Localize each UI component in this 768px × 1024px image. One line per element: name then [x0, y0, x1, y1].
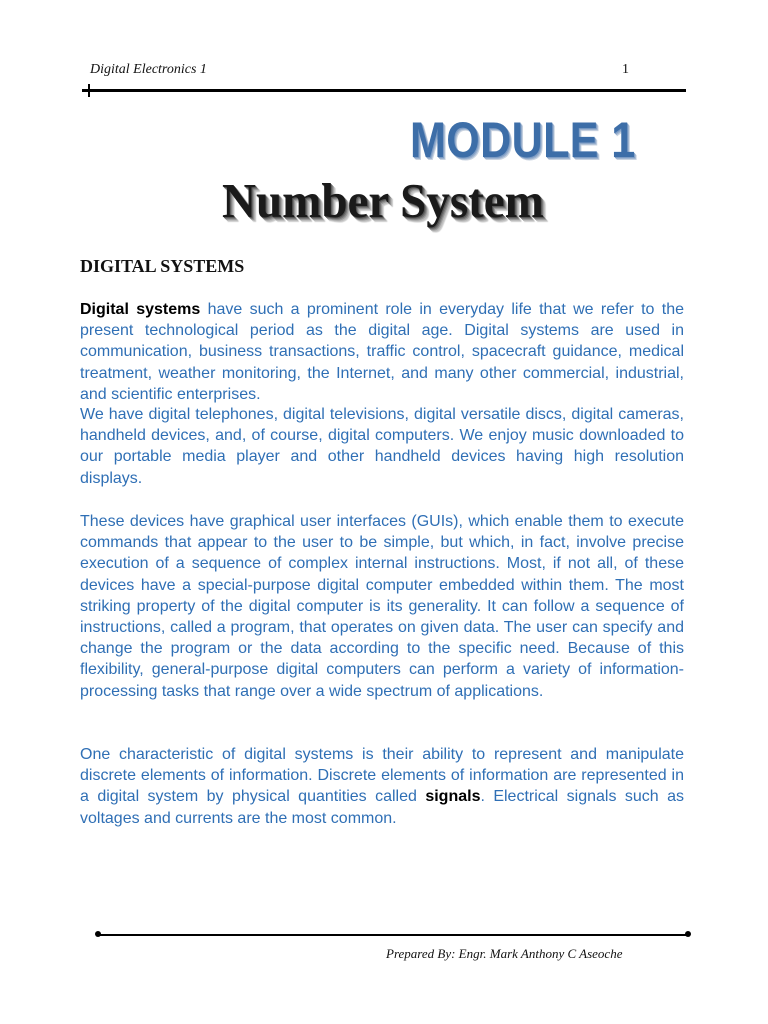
footer-divider: [98, 934, 688, 936]
paragraph-signals-text-a: One characteristic of digital systems is their ability to represent and manipulate discrete elements of information. Discrete elements of information are represented in a digital system by physical quantities called: [80, 746, 684, 806]
paragraph-intro: [80, 299, 684, 405]
paragraph-devices-text: We have digital telephones, digital televisions, digital versatile discs, digital cameras, handheld devices, and, of course, digital computers. We enjoy music downloaded to our portable media player and other handheld devices having high resolution displays.: [80, 406, 684, 487]
term-digital-systems: Digital systems: [80, 301, 201, 318]
term-signals: signals: [425, 788, 481, 806]
paragraph-signals: [80, 744, 684, 829]
header-divider-tick: [88, 84, 90, 97]
header-divider: [82, 89, 686, 92]
header-page-number: 1: [622, 62, 629, 77]
footer-divider-right-dot: [685, 931, 691, 937]
paragraph-signals-text-b: . Electrical signals such as voltages and currents are the most common.: [80, 788, 684, 827]
header-course-title: Digital Electronics 1: [90, 62, 207, 77]
module-title: MODULE 1: [410, 112, 636, 168]
paragraph-gui: [80, 511, 684, 702]
paragraph-devices: [80, 404, 684, 489]
paragraph-intro-text: have such a prominent role in everyday life that we refer to the present technological period as the digital age. Digital systems are used in communication, business transactions, traffic control, spacecraft guidance, medical treatment, weather monitoring, the Internet, and many other commercial, industrial, and scientific enterprises.: [80, 301, 684, 403]
footer-credit: Prepared By: Engr. Mark Anthony C Aseoche: [386, 946, 623, 961]
module-subtitle: Number System: [222, 173, 544, 228]
footer-divider-left-dot: [95, 931, 101, 937]
paragraph-gui-text: These devices have graphical user interfaces (GUIs), which enable them to execute commands that appear to the user to be simple, but which, in fact, involve precise execution of a sequence of complex internal instructions. Most, if not all, of these devices have a special-purpose digital computer embedded within them. The most striking property of the digital computer is its generality. It can follow a sequence of instructions, called a program, that operates on given data. The user can specify and change the program or the data according to the specific need. Because of this flexibility, general-purpose digital computers can perform a variety of information-processing tasks that range over a wide spectrum of applications.: [80, 513, 684, 700]
section-heading: DIGITAL SYSTEMS: [80, 256, 245, 276]
